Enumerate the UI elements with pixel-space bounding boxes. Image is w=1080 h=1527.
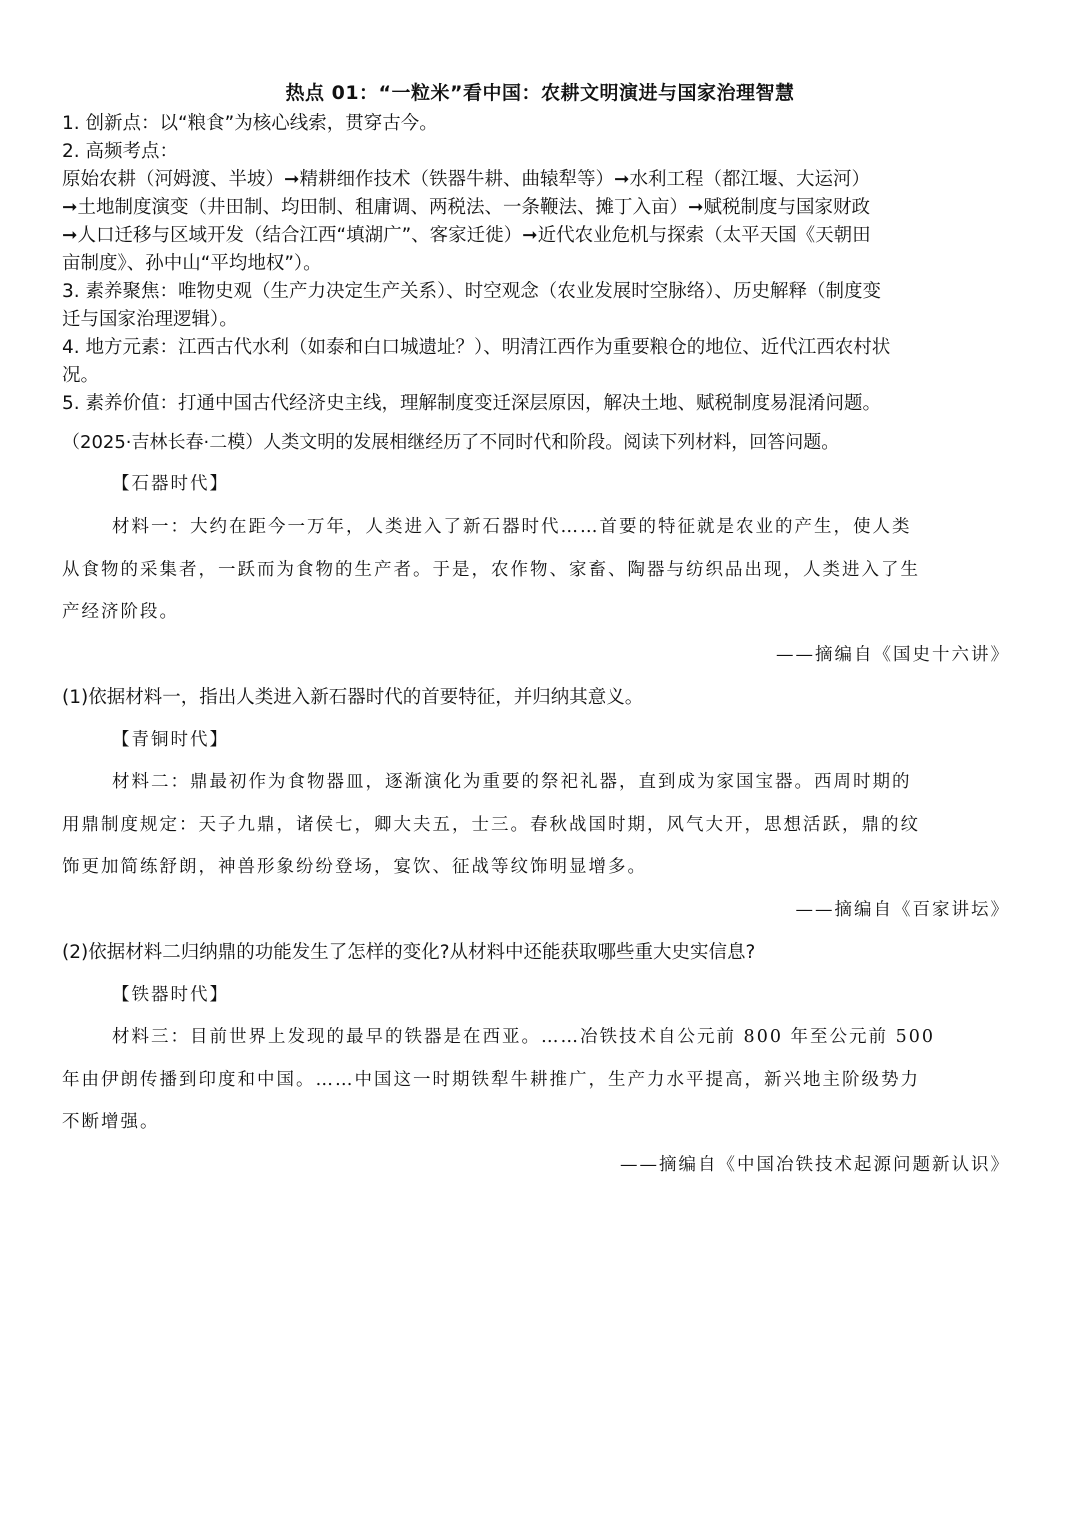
section-heading-stone-age: 【石器时代】 bbox=[112, 474, 229, 494]
local-elements-line-2: 况。 bbox=[62, 365, 100, 386]
section-heading-iron-age: 【铁器时代】 bbox=[112, 985, 229, 1005]
material-2-line-3: 饰更加简练舒朗，神兽形象纷纷登场，宴饮、征战等纹饰明显增多。 bbox=[62, 857, 647, 877]
material-1-line-1: 材料一：大约在距今一万年，人类进入了新石器时代……首要的特征就是农业的产生，使人类 bbox=[112, 517, 912, 537]
section-heading-bronze-age: 【青铜时代】 bbox=[112, 730, 229, 750]
material-1-line-2: 从食物的采集者，一跃而为食物的生产者。于是，农作物、家畜、陶器与纺织品出现，人类进入了生 bbox=[62, 560, 920, 580]
hotspot-summary bbox=[62, 110, 1027, 418]
high-frequency-line-3: ➞人口迁移与区域开发（结合江西“填湖广”、客家迁徙）➞近代农业危机与探索（太平天国《天朝田 bbox=[62, 225, 871, 246]
high-frequency-line-1: 原始农耕（河姆渡、半坡）➞精耕细作技术（铁器牛耕、曲辕犁等）➞水利工程（都江堰、大运河） bbox=[62, 169, 871, 190]
innovation-point: 1. 创新点：以“粮食”为核心线索，贯穿古今。 bbox=[62, 113, 438, 134]
literacy-focus-line-1: 3. 素养聚焦：唯物史观（生产力决定生产关系）、时空观念（农业发展时空脉络）、历史解释（制度变 bbox=[62, 281, 882, 302]
high-frequency-line-4: 亩制度》、孙中山“平均地权”）。 bbox=[62, 253, 322, 274]
question-intro: （2025·吉林长春·二模）人类文明的发展相继经历了不同时代和阶段。阅读下列材料，回答问题。 bbox=[62, 432, 840, 453]
question-1: (1)依据材料一，指出人类进入新石器时代的首要特征，并归纳其意义。 bbox=[62, 687, 644, 708]
material-2-line-1: 材料二：鼎最初作为食物器皿，逐渐演化为重要的祭祀礼器，直到成为家国宝器。西周时期的 bbox=[112, 772, 912, 792]
material-3-line-2: 年由伊朗传播到印度和中国。……中国这一时期铁犁牛耕推广，生产力水平提高，新兴地主阶级势力 bbox=[62, 1070, 920, 1090]
material-2-line-2: 用鼎制度规定：天子九鼎，诸侯七，卿大夫五，士三。春秋战国时期，风气大开，思想活跃，鼎的纹 bbox=[62, 815, 920, 835]
literacy-focus-line-2: 迁与国家治理逻辑）。 bbox=[62, 309, 238, 330]
page-title: 热点 01：“一粒米”看中国：农耕文明演进与国家治理智慧 bbox=[285, 82, 795, 104]
question-2: (2)依据材料二归纳鼎的功能发生了怎样的变化?从材料中还能获取哪些重大史实信息? bbox=[62, 942, 756, 963]
high-frequency-line-2: ➞土地制度演变（井田制、均田制、租庸调、两税法、一条鞭法、摊丁入亩）➞赋税制度与国家财政 bbox=[62, 197, 871, 218]
material-2-source: ——摘编自《百家讲坛》 bbox=[795, 900, 1010, 920]
material-1-source: ——摘编自《国史十六讲》 bbox=[776, 645, 1010, 665]
high-frequency-label: 2. 高频考点： bbox=[62, 141, 179, 162]
material-3-line-3: 不断增强。 bbox=[62, 1112, 160, 1132]
material-3-source: ——摘编自《中国冶铁技术起源问题新认识》 bbox=[620, 1155, 1010, 1175]
material-1-line-3: 产经济阶段。 bbox=[62, 602, 179, 622]
local-elements-line-1: 4. 地方元素：江西古代水利（如泰和白口城遗址？）、明清江西作为重要粮仓的地位、近代江西农村状 bbox=[62, 337, 891, 358]
literacy-value: 5. 素养价值：打通中国古代经济史主线，理解制度变迁深层原因，解决土地、赋税制度易混淆问题。 bbox=[62, 393, 882, 414]
material-3-line-1: 材料三：目前世界上发现的最早的铁器是在西亚。……冶铁技术自公元前 800 年至公元前 500 bbox=[112, 1027, 935, 1047]
